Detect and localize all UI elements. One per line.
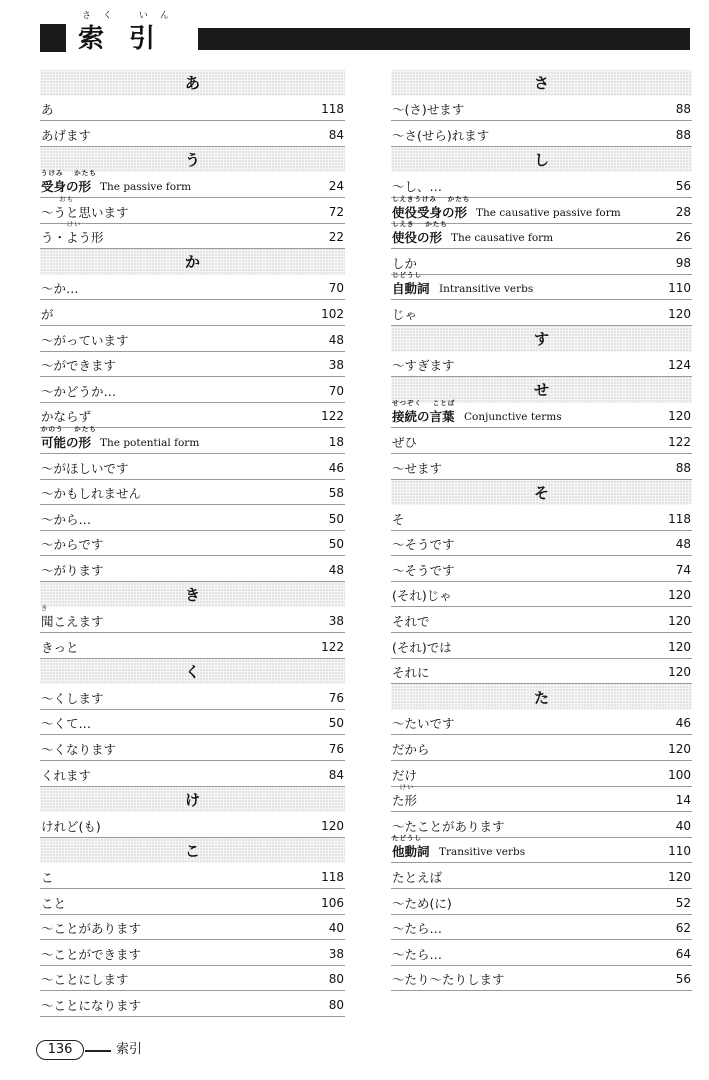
- entry-term-text: ～そうです: [392, 537, 455, 553]
- entry-term-text: こ: [41, 870, 54, 885]
- entry-term-text: ～たり～たりします: [392, 972, 505, 988]
- entry-page-number: 48: [328, 332, 344, 347]
- entry-term-text: きっと: [41, 639, 79, 655]
- entry-term: [392, 512, 405, 527]
- index-entry: [40, 710, 345, 736]
- index-entry: [391, 863, 692, 889]
- title-left-block: [40, 24, 66, 52]
- entry-term: [41, 281, 79, 296]
- entry-term-text: 他動詞: [392, 844, 430, 860]
- entry-page-number: 124: [668, 358, 691, 373]
- entry-page-number: 120: [668, 870, 691, 884]
- entry-term-text: ～そうです: [392, 562, 455, 578]
- index-entry: [40, 168, 345, 198]
- entry-term-text: 可能の形: [41, 434, 92, 450]
- index-entry: [40, 812, 345, 838]
- entry-page-number: 84: [328, 767, 344, 782]
- entry-term: [41, 870, 54, 885]
- entry-page-number: 48: [675, 537, 691, 552]
- entry-page-number: 22: [328, 230, 344, 245]
- entry-term: [41, 168, 97, 194]
- entry-term-text: ～たいです: [392, 716, 455, 732]
- entry-page-number: 120: [668, 639, 691, 654]
- entry-term-text: う・よう形: [41, 230, 104, 246]
- index-entry: [40, 633, 345, 659]
- entry-page-number: 72: [328, 204, 344, 219]
- entry-term-text: ～し、…: [392, 178, 443, 194]
- entry-page-number: 118: [668, 511, 691, 526]
- section-header: あ: [40, 70, 345, 96]
- entry-page-number: 14: [675, 793, 691, 808]
- entry-term-text: こと: [41, 895, 67, 911]
- entry-page-number: 120: [668, 614, 691, 629]
- entry-page-number: 88: [675, 460, 691, 475]
- entry-term: [392, 563, 455, 578]
- entry-ruby: せつぞく ことば: [392, 399, 456, 408]
- entry-page-number: 120: [668, 409, 691, 424]
- entry-term: [392, 716, 455, 731]
- page-title: 索 引: [78, 24, 164, 54]
- entry-term-text: ～くて…: [41, 716, 92, 732]
- entry-english: The causative passive form: [476, 206, 621, 219]
- entry-term: [392, 665, 430, 680]
- entry-page-number: 40: [675, 818, 691, 833]
- entry-page-number: 50: [328, 716, 344, 731]
- entry-term: [41, 384, 116, 399]
- entry-term: [41, 424, 97, 450]
- index-entry: [391, 710, 692, 736]
- entry-english: Conjunctive terms: [464, 411, 562, 424]
- entry-ruby: うけみ かたち: [41, 168, 97, 177]
- entry-page-number: 110: [668, 281, 691, 296]
- section-header: す: [391, 326, 692, 352]
- entry-page-number: 80: [328, 997, 344, 1012]
- entry-term-text: ～がっています: [41, 332, 129, 348]
- entry-term-text: しか: [392, 255, 418, 271]
- index-entry: [391, 220, 692, 250]
- entry-term-text: ～(さ)せます: [392, 102, 465, 118]
- entry-term: [392, 461, 442, 476]
- entry-term-text: ～ため(に): [392, 895, 452, 911]
- entry-term: [41, 486, 141, 501]
- entry-term-text: ぜひ: [392, 434, 418, 450]
- entry-term-text: ～たら…: [392, 921, 443, 937]
- footer-divider: [85, 1050, 111, 1052]
- entry-term-text: が: [41, 306, 54, 322]
- entry-page-number: 122: [668, 434, 691, 449]
- entry-page-number: 122: [321, 409, 344, 424]
- entry-english: The passive form: [100, 180, 192, 193]
- index-entry: [40, 480, 345, 506]
- entry-term: [41, 102, 54, 117]
- section-header: さ: [391, 70, 692, 96]
- index-title-bar: [40, 11, 690, 54]
- entry-term-text: かならず: [41, 409, 92, 425]
- entry-ruby: かのう かたち: [41, 424, 97, 433]
- entry-english: The potential form: [100, 436, 200, 449]
- entry-page-number: 52: [675, 895, 691, 910]
- entry-term-text: (それ)では: [392, 639, 452, 655]
- index-entry: [391, 735, 692, 761]
- index-entry: [40, 915, 345, 941]
- entry-term: [41, 716, 91, 731]
- entry-page-number: 74: [675, 562, 691, 577]
- index-entry: [40, 966, 345, 992]
- entry-term: [41, 691, 104, 706]
- index-entry: [40, 454, 345, 480]
- entry-term-text: だから: [392, 742, 430, 758]
- index-entry: [40, 220, 345, 250]
- index-entry: [40, 889, 345, 915]
- entry-term-text: ～すぎます: [392, 358, 455, 374]
- entry-page-number: 46: [675, 716, 691, 731]
- entry-page-number: 122: [321, 639, 344, 654]
- entry-ruby: き: [41, 604, 49, 613]
- entry-ruby: おも: [41, 194, 75, 203]
- entry-term-text: た形: [392, 793, 418, 809]
- entry-term-text: 受身の形: [41, 178, 92, 194]
- entry-term-text: じゃ: [392, 306, 418, 322]
- entry-term-text: (それ)じゃ: [392, 588, 452, 604]
- entry-term-text: あ: [41, 102, 54, 118]
- entry-term-text: たとえば: [392, 870, 443, 885]
- entry-term: [41, 512, 91, 527]
- index-column-left: [40, 70, 345, 1017]
- entry-page-number: 62: [675, 921, 691, 936]
- entry-page-number: 88: [675, 127, 691, 142]
- index-entry: [40, 424, 345, 454]
- entry-page-number: 76: [328, 742, 344, 757]
- entry-term: [392, 742, 430, 757]
- index-entry: [40, 194, 345, 224]
- entry-term: [41, 409, 91, 424]
- index-entry: [391, 966, 692, 992]
- entry-page-number: 38: [328, 614, 344, 629]
- entry-term-text: ～くなります: [41, 742, 117, 758]
- index-entry: [40, 352, 345, 378]
- entry-term: [41, 742, 116, 757]
- entry-page-number: 64: [675, 946, 691, 961]
- entry-page-number: 70: [328, 383, 344, 398]
- entry-term-text: ～うと思います: [41, 204, 129, 220]
- entry-page-number: 38: [328, 946, 344, 961]
- index-entry: [40, 300, 345, 326]
- entry-term-text: ～ことにします: [41, 972, 129, 988]
- entry-term: [392, 947, 442, 962]
- entry-term: [392, 768, 417, 783]
- entry-term-text: ～がほしいです: [41, 460, 129, 476]
- index-entry: [391, 582, 692, 608]
- entry-term-text: 使役受身の形: [392, 204, 468, 220]
- section-header: う: [40, 147, 345, 173]
- index-entry: [391, 399, 692, 429]
- index-entry: [40, 761, 345, 787]
- section-header: こ: [40, 838, 345, 864]
- entry-term: [392, 128, 489, 143]
- entry-page-number: 118: [321, 102, 344, 117]
- index-entry: [391, 783, 692, 813]
- index-entry: [391, 96, 692, 122]
- entry-term-text: そ: [392, 511, 405, 527]
- index-entry: [40, 275, 345, 301]
- entry-term: [392, 102, 464, 117]
- entry-ruby: けい: [41, 220, 82, 229]
- entry-term-text: それに: [392, 665, 430, 681]
- entry-term: [41, 537, 103, 552]
- entry-term: [392, 220, 448, 246]
- entry-term: [41, 896, 66, 911]
- index-entry: [391, 834, 692, 864]
- index-entry: [391, 249, 692, 275]
- entry-page-number: 38: [328, 358, 344, 373]
- index-entry: [391, 659, 692, 685]
- index-entry: [40, 377, 345, 403]
- index-entry: [40, 96, 345, 122]
- title-stripe: [198, 28, 690, 50]
- entry-ruby: じどうし: [392, 271, 422, 280]
- entry-term: [392, 783, 418, 809]
- entry-ruby: たどうし: [392, 834, 422, 843]
- entry-page-number: 110: [668, 844, 691, 859]
- entry-term-text: ～からです: [41, 537, 104, 553]
- entry-term-text: ～くします: [41, 690, 104, 706]
- entry-term: [41, 128, 91, 143]
- entry-term-text: ～か…: [41, 281, 79, 297]
- entry-page-number: 46: [328, 460, 344, 475]
- entry-english: Intransitive verbs: [439, 283, 534, 296]
- footer-label: 索引: [116, 1042, 143, 1057]
- entry-term: [392, 537, 455, 552]
- entry-ruby: けい: [392, 783, 415, 792]
- entry-page-number: 40: [328, 921, 344, 936]
- entry-term: [41, 461, 129, 476]
- index-entry: [40, 604, 345, 633]
- entry-page-number: 84: [328, 127, 344, 142]
- entry-english: Transitive verbs: [439, 846, 526, 859]
- entry-term: [392, 614, 430, 629]
- entry-term: [392, 870, 442, 885]
- entry-page-number: 80: [328, 972, 344, 987]
- section-header: せ: [391, 377, 692, 403]
- entry-term: [392, 435, 417, 450]
- entry-page-number: 120: [668, 306, 691, 321]
- entry-term: [392, 588, 452, 603]
- entry-page-number: 120: [668, 665, 691, 680]
- entry-term: [392, 819, 505, 834]
- entry-ruby: しえきうけみ かたち: [392, 194, 471, 203]
- entry-page-number: 56: [675, 178, 691, 193]
- entry-term-text: ～たことがあります: [392, 818, 505, 834]
- entry-term: [41, 358, 116, 373]
- index-entry: [391, 271, 692, 301]
- entry-term: [392, 896, 452, 911]
- entry-term: [41, 333, 129, 348]
- index-entry: [391, 761, 692, 787]
- entry-term-text: くれます: [41, 767, 92, 783]
- page-footer: [36, 1040, 236, 1060]
- index-entry: [391, 121, 692, 147]
- index-entry: [40, 326, 345, 352]
- entry-term-text: あげます: [41, 127, 92, 143]
- entry-term-text: ～ができます: [41, 358, 117, 374]
- entry-page-number: 120: [668, 742, 691, 757]
- index-entry: [40, 863, 345, 889]
- entry-term: [41, 921, 141, 936]
- entry-page-number: 120: [668, 588, 691, 603]
- entry-term-text: ～かどうか…: [41, 383, 117, 399]
- index-entry: [40, 556, 345, 582]
- entry-term: [392, 358, 455, 373]
- index-entry: [391, 556, 692, 582]
- entry-term-text: ～かもしれません: [41, 486, 142, 502]
- entry-page-number: 118: [321, 870, 344, 884]
- entry-term: [41, 819, 101, 834]
- entry-term: [392, 256, 417, 271]
- entry-term: [392, 271, 430, 297]
- entry-page-number: 106: [321, 895, 344, 910]
- index-entry: [391, 607, 692, 633]
- index-entry: [391, 531, 692, 557]
- index-entry: [391, 454, 692, 480]
- index-entry: [391, 352, 692, 378]
- entry-term: [41, 640, 79, 655]
- entry-term: [41, 220, 104, 246]
- entry-term-text: ～せます: [392, 460, 443, 476]
- entry-term-text: ～ことができます: [41, 946, 142, 962]
- entry-term: [392, 640, 452, 655]
- entry-term-text: 使役の形: [392, 230, 443, 246]
- entry-term: [41, 972, 129, 987]
- entry-term-text: 自動詞: [392, 281, 430, 297]
- index-entry: [40, 991, 345, 1017]
- entry-term: [392, 921, 442, 936]
- section-header: き: [40, 582, 345, 608]
- entry-page-number: 88: [675, 102, 691, 117]
- entry-page-number: 98: [675, 255, 691, 270]
- entry-term-text: ～たら…: [392, 946, 443, 962]
- entry-page-number: 58: [328, 486, 344, 501]
- entry-page-number: 76: [328, 690, 344, 705]
- entry-term: [392, 972, 505, 987]
- entry-ruby: しえき かたち: [392, 220, 448, 229]
- entry-term: [41, 563, 104, 578]
- section-header: か: [40, 249, 345, 275]
- section-header: そ: [391, 480, 692, 506]
- index-entry: [391, 940, 692, 966]
- entry-term-text: 聞こえます: [41, 614, 104, 630]
- entry-term: [41, 947, 141, 962]
- section-header: た: [391, 684, 692, 710]
- index-entry: [391, 505, 692, 531]
- entry-term-text: けれど(も): [41, 818, 101, 834]
- index-entry: [40, 735, 345, 761]
- index-entry: [391, 915, 692, 941]
- entry-page-number: 70: [328, 281, 344, 296]
- index-entry: [391, 633, 692, 659]
- entry-page-number: 56: [675, 972, 691, 987]
- entry-page-number: 120: [321, 818, 344, 833]
- entry-term-text: 接続の言葉: [392, 409, 455, 425]
- index-column-right: [391, 70, 692, 991]
- entry-term: [41, 307, 54, 322]
- entry-english: The causative form: [451, 232, 554, 245]
- entry-page-number: 26: [675, 230, 691, 245]
- entry-page-number: 24: [328, 178, 344, 193]
- title-box: [70, 11, 190, 56]
- entry-term: [41, 194, 129, 220]
- entry-term: [392, 834, 430, 860]
- entry-term-text: ～がります: [41, 562, 104, 578]
- entry-page-number: 50: [328, 537, 344, 552]
- entry-term: [41, 998, 141, 1013]
- title-ruby: さく いん: [82, 11, 181, 21]
- page-number: 136: [36, 1040, 84, 1060]
- entry-term-text: だけ: [392, 767, 418, 783]
- index-entry: [391, 428, 692, 454]
- entry-term: [41, 604, 104, 630]
- entry-page-number: 18: [328, 434, 344, 449]
- entry-page-number: 102: [321, 306, 344, 321]
- index-entry: [40, 531, 345, 557]
- section-header: け: [40, 787, 345, 813]
- entry-page-number: 50: [328, 511, 344, 526]
- entry-term-text: ～ことがあります: [41, 921, 142, 937]
- index-entry: [40, 684, 345, 710]
- index-entry: [40, 121, 345, 147]
- index-entry: [391, 300, 692, 326]
- index-entry: [40, 940, 345, 966]
- entry-page-number: 28: [675, 204, 691, 219]
- section-header: く: [40, 659, 345, 685]
- entry-term: [392, 179, 442, 194]
- index-entry: [40, 505, 345, 531]
- entry-term: [392, 399, 456, 425]
- entry-term-text: ～ことになります: [41, 997, 142, 1013]
- entry-term: [392, 194, 471, 220]
- entry-term: [41, 768, 91, 783]
- entry-term-text: それで: [392, 614, 430, 630]
- entry-term: [392, 307, 417, 322]
- entry-page-number: 48: [328, 562, 344, 577]
- index-entry: [391, 812, 692, 838]
- section-header: し: [391, 147, 692, 173]
- entry-term-text: ～さ(せら)れます: [392, 127, 490, 143]
- entry-term-text: ～から…: [41, 511, 92, 527]
- index-entry: [391, 889, 692, 915]
- entry-page-number: 100: [668, 767, 691, 782]
